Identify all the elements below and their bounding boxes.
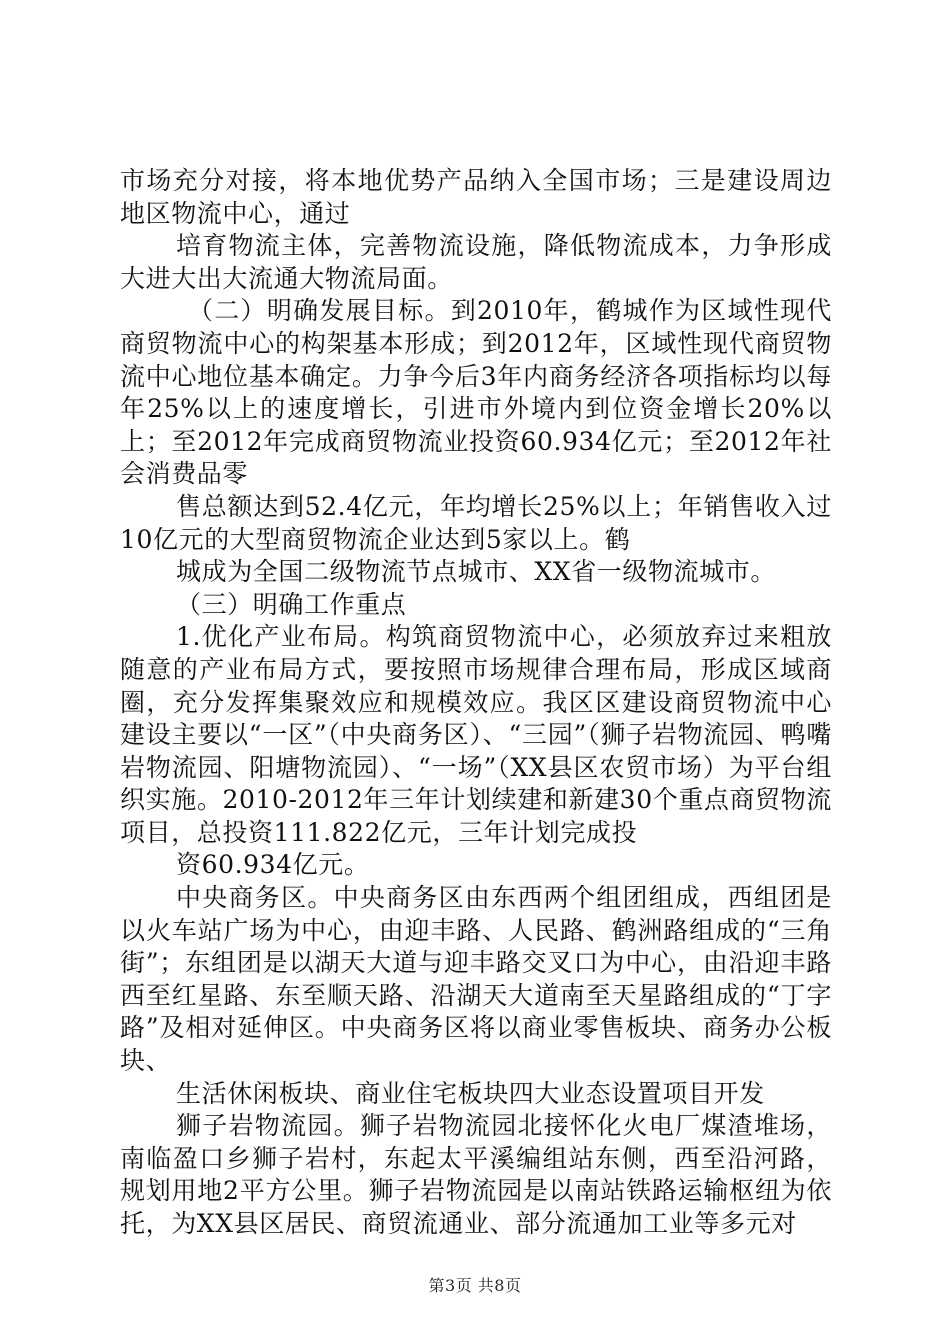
paragraph-11: 狮子岩物流园。狮子岩物流园北接怀化火电厂煤渣堆场，南临盈口乡狮子岩村，东起太平溪编组站东侧，西至沿河路，规划用地2平方公里。狮子岩物流园是以南站铁路运输枢纽为依托，为XX县区居民、商贸流通业、部分流通加工业等多元对 xyxy=(120,1111,832,1238)
section-heading-3: （三）明确工作重点 xyxy=(176,589,407,619)
paragraph-2: 培育物流主体，完善物流设施，降低物流成本，力争形成大进大出大流通大物流局面。 xyxy=(120,231,832,293)
paragraph-9: 中央商务区。中央商务区由东西两个组团组成，西组团是以火车站广场为中心，由迎丰路、人民路、鹤洲路组成的“三角街”；东组团是以湖天大道与迎丰路交叉口为中心，由沿迎丰路西至红星路、东至顺天路、沿湖天大道南至天星路组成的“丁字路”及相对延伸区。中央商务区将以商业零售板块、商务办公板块、 xyxy=(120,883,832,1076)
paragraph-10: 生活休闲板块、商业住宅板块四大业态设置项目开发 xyxy=(176,1078,765,1108)
paragraph-3: （二）明确发展目标。到2010年，鹤城作为区域性现代商贸物流中心的构架基本形成；到2012年，区域性现代商贸物流中心地位基本确定。力争今后3年内商务经济各项指标均以每年25%以上的速度增长，引进市外境内到位资金增长20%以上；至2012年完成商贸物流业投资60.934亿元；至2012年社会消费品零 xyxy=(120,296,832,489)
page-number-footer: 第3页 共8页 xyxy=(428,1276,522,1295)
paragraph-7: 1.优化产业布局。构筑商贸物流中心，必须放弃过来粗放随意的产业布局方式，要按照市场规律合理布局，形成区域商圈，充分发挥集聚效应和规模效应。我区区建设商贸物流中心建设主要以“一区”（中央商务区）、“三园”（狮子岩物流园、鸭嘴岩物流园、阳塘物流园）、“一场”（XX县区农贸市场）为平台组织实施。2010-2012年三年计划续建和新建30个重点商贸物流项目，总投资111.822亿元，三年计划完成投 xyxy=(120,622,832,847)
document-body xyxy=(120,165,832,1241)
paragraph-1: 市场充分对接，将本地优势产品纳入全国市场；三是建设周边地区物流中心，通过 xyxy=(120,166,832,228)
paragraph-5: 城成为全国二级物流节点城市、XX省一级物流城市。 xyxy=(176,557,776,587)
paragraph-4: 售总额达到52.4亿元，年均增长25%以上；年销售收入过10亿元的大型商贸物流企业达到5家以上。鹤 xyxy=(120,491,832,554)
paragraph-8: 资60.934亿元。 xyxy=(176,850,370,880)
